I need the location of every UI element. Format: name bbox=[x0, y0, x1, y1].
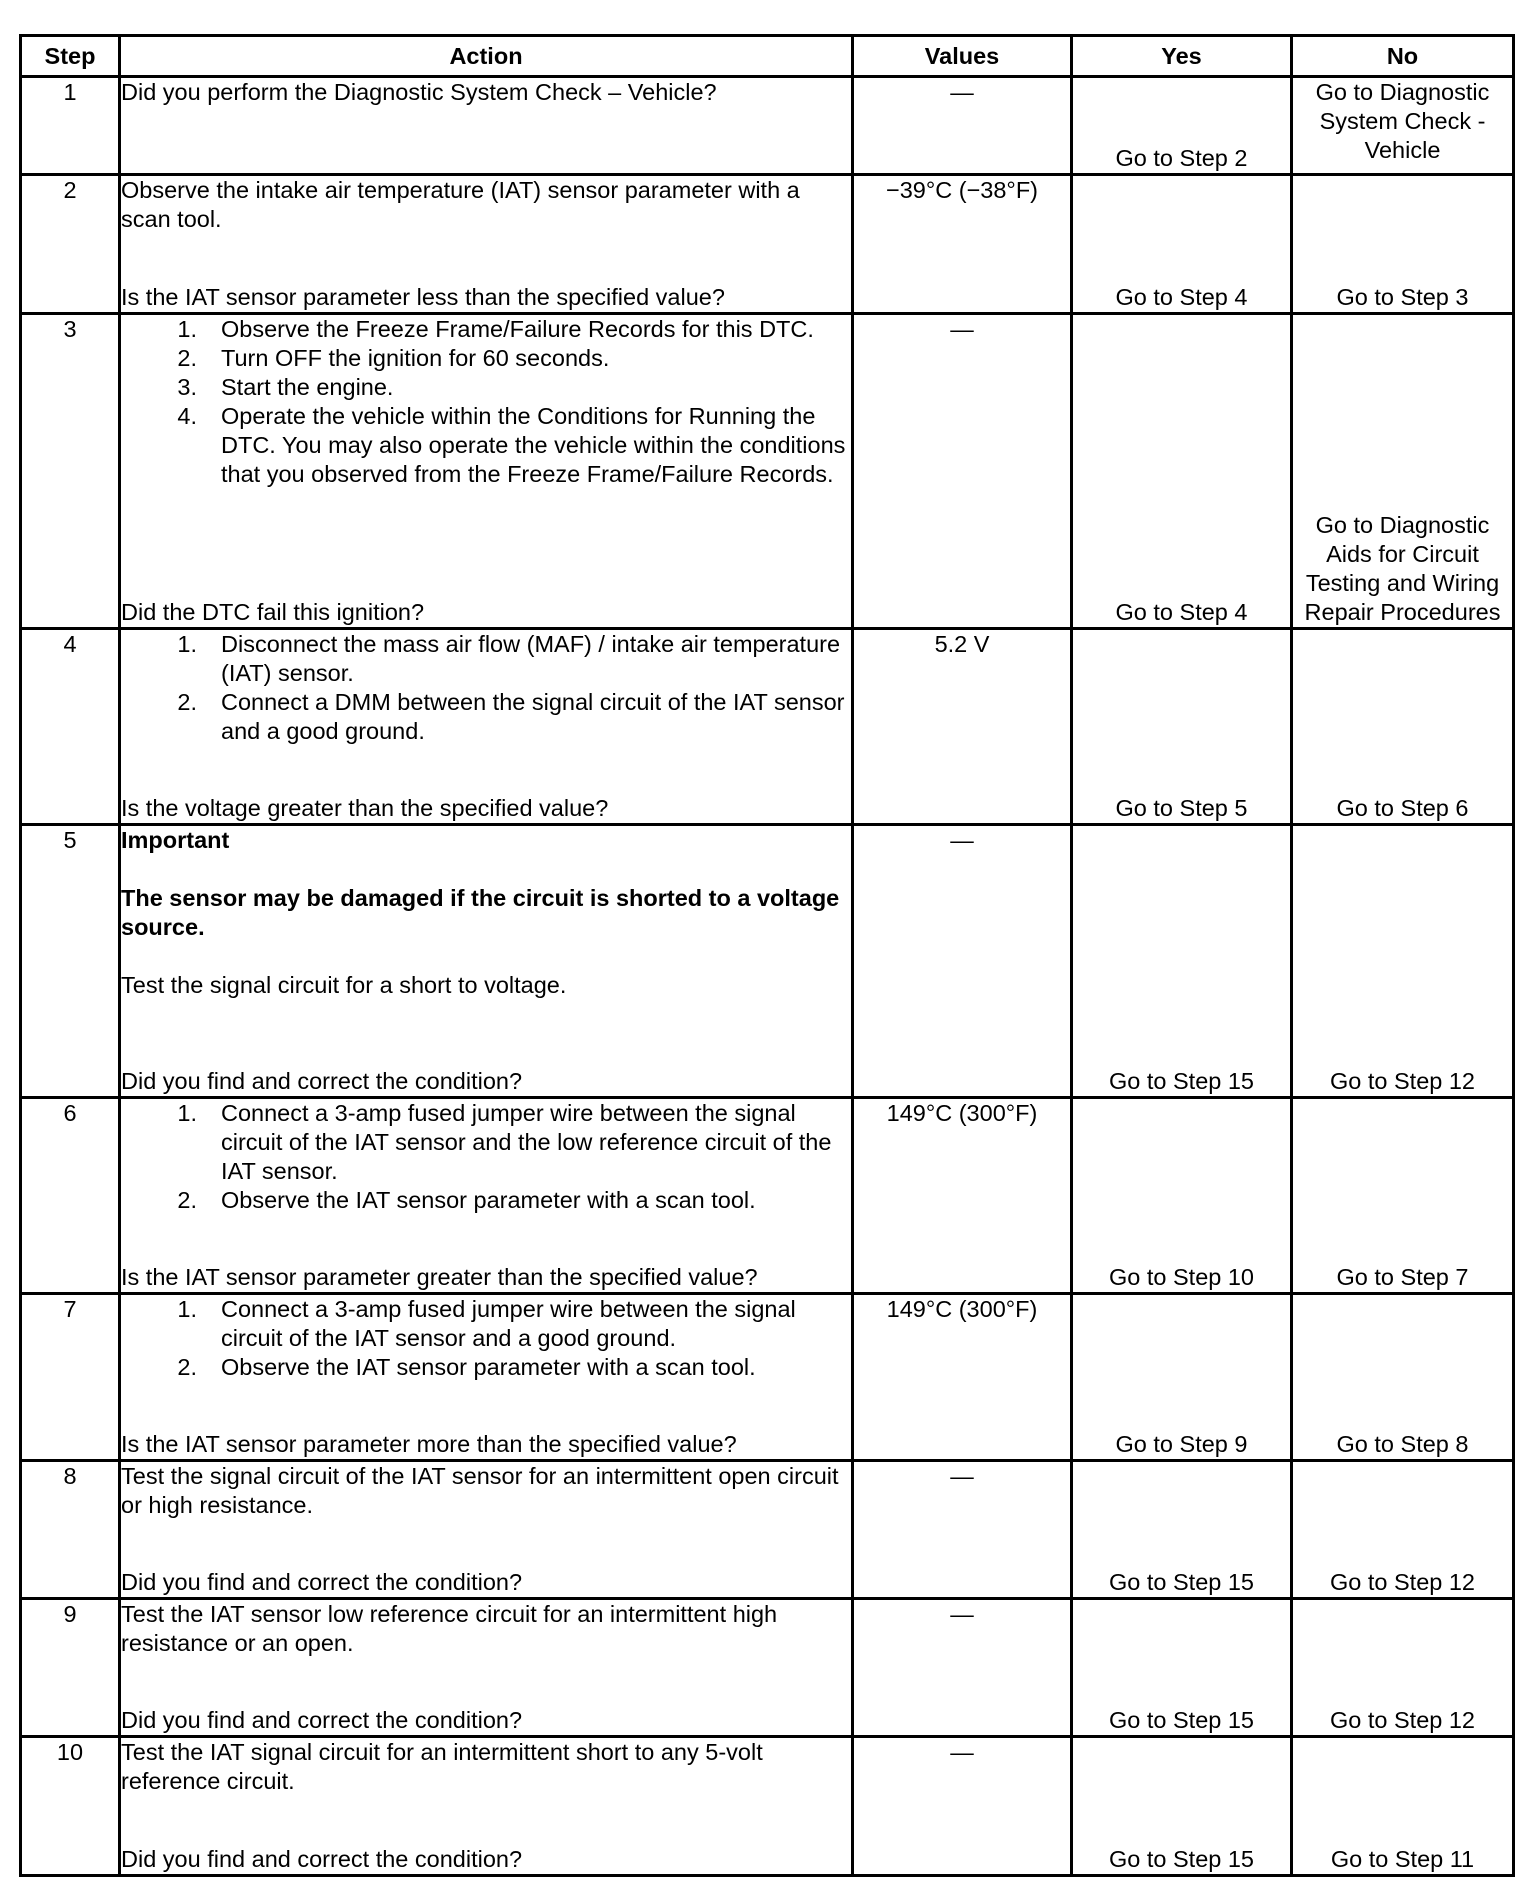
table-row bbox=[21, 1599, 1514, 1737]
table-row bbox=[21, 314, 1514, 629]
no-cell bbox=[1292, 1461, 1514, 1599]
action-text: Test the IAT signal circuit for an intermittent short to any 5-volt reference circuit. bbox=[121, 1739, 763, 1794]
action-text: Test the signal circuit of the IAT sensor for an intermittent open circuit or high resistance. bbox=[121, 1463, 839, 1518]
action-question: Did you find and correct the condition? bbox=[121, 1068, 523, 1094]
no-text: Go to Step 7 bbox=[1336, 1264, 1469, 1290]
action-question: Did you find and correct the condition? bbox=[121, 1569, 523, 1595]
yes-cell bbox=[1072, 77, 1292, 175]
no-text: Go to Step 6 bbox=[1336, 795, 1469, 821]
yes-text: Go to Step 2 bbox=[1115, 145, 1248, 171]
list-item: 2. Observe the IAT sensor parameter with a scan tool. bbox=[177, 1354, 756, 1380]
value-cell: 149°C (300°F) bbox=[853, 1294, 1072, 1461]
value-cell: — bbox=[853, 1461, 1072, 1599]
action-cell bbox=[120, 77, 853, 175]
value-cell: 149°C (300°F) bbox=[853, 1098, 1072, 1294]
yes-text: Go to Step 15 bbox=[1108, 1846, 1255, 1872]
no-cell bbox=[1292, 1294, 1514, 1461]
action-cell bbox=[120, 825, 853, 1098]
value-cell: — bbox=[853, 77, 1072, 175]
step-number: 2 bbox=[21, 175, 120, 314]
value-cell: — bbox=[853, 1599, 1072, 1737]
action-text: Test the IAT sensor low reference circuit for an intermittent high resistance or an open. bbox=[121, 1601, 778, 1656]
no-cell bbox=[1292, 1599, 1514, 1737]
yes-cell bbox=[1072, 825, 1292, 1098]
value-cell: −39°C (−38°F) bbox=[853, 175, 1072, 314]
action-question: Did you find and correct the condition? bbox=[121, 1846, 523, 1872]
no-cell bbox=[1292, 1098, 1514, 1294]
table-row bbox=[21, 1461, 1514, 1599]
yes-text: Go to Step 15 bbox=[1108, 1068, 1255, 1094]
table-row bbox=[21, 1098, 1514, 1294]
value-cell: — bbox=[853, 314, 1072, 629]
no-text: Go to Step 12 bbox=[1329, 1068, 1476, 1094]
value-cell: 5.2 V bbox=[853, 629, 1072, 825]
yes-text: Go to Step 15 bbox=[1108, 1569, 1255, 1595]
step-number: 1 bbox=[21, 77, 120, 175]
yes-cell bbox=[1072, 1461, 1292, 1599]
yes-text: Go to Step 10 bbox=[1108, 1264, 1255, 1290]
no-text: Go to Diagnostic Aids for Circuit Testing and Wiring Repair Procedures bbox=[1304, 512, 1501, 625]
header-row bbox=[21, 36, 1514, 77]
action-question: Did the DTC fail this ignition? bbox=[121, 599, 425, 625]
step-number: 3 bbox=[21, 314, 120, 629]
list-item: 2. Observe the IAT sensor parameter with a scan tool. bbox=[177, 1187, 756, 1213]
header-no: No bbox=[1292, 36, 1514, 77]
list-item: 1. Observe the Freeze Frame/Failure Records for this DTC. bbox=[177, 316, 814, 342]
action-steps bbox=[121, 1295, 851, 1382]
yes-text: Go to Step 9 bbox=[1115, 1431, 1248, 1457]
yes-cell bbox=[1072, 1098, 1292, 1294]
header-action: Action bbox=[120, 36, 853, 77]
action-cell bbox=[120, 1098, 853, 1294]
action-question: Did you find and correct the condition? bbox=[121, 1707, 523, 1733]
no-text: Go to Step 8 bbox=[1336, 1431, 1469, 1457]
value-cell: — bbox=[853, 1737, 1072, 1876]
step-number: 6 bbox=[21, 1098, 120, 1294]
no-cell bbox=[1292, 77, 1514, 175]
table-row bbox=[21, 175, 1514, 314]
yes-cell bbox=[1072, 314, 1292, 629]
list-item: 1. Connect a 3-amp fused jumper wire between the signal circuit of the IAT sensor and a good ground. bbox=[177, 1296, 796, 1351]
no-cell bbox=[1292, 1737, 1514, 1876]
list-item: 1. Connect a 3-amp fused jumper wire between the signal circuit of the IAT sensor and the low reference circuit of the IAT sensor. bbox=[177, 1100, 832, 1184]
important-label: Important bbox=[121, 827, 230, 853]
yes-cell bbox=[1072, 1599, 1292, 1737]
header-step: Step bbox=[21, 36, 120, 77]
diagnostic-table bbox=[19, 34, 1515, 1877]
step-number: 8 bbox=[21, 1461, 120, 1599]
action-cell bbox=[120, 314, 853, 629]
table-row bbox=[21, 629, 1514, 825]
step-number: 10 bbox=[21, 1737, 120, 1876]
list-item: 1. Disconnect the mass air flow (MAF) / intake air temperature (IAT) sensor. bbox=[177, 631, 841, 686]
header-values: Values bbox=[853, 36, 1072, 77]
list-item: 2. Turn OFF the ignition for 60 seconds. bbox=[177, 345, 610, 371]
no-cell bbox=[1292, 629, 1514, 825]
action-steps bbox=[121, 1099, 851, 1215]
action-steps bbox=[121, 315, 851, 489]
no-text: Go to Step 3 bbox=[1336, 284, 1469, 310]
no-cell bbox=[1292, 175, 1514, 314]
action-question: Is the IAT sensor parameter greater than the specified value? bbox=[121, 1264, 758, 1290]
action-cell bbox=[120, 1599, 853, 1737]
action-steps bbox=[121, 630, 851, 746]
yes-cell bbox=[1072, 1737, 1292, 1876]
no-text: Go to Step 12 bbox=[1329, 1569, 1476, 1595]
list-item: 4. Operate the vehicle within the Conditions for Running the DTC. You may also operate the vehicle within the conditions that you observed from the Freeze Frame/Failure Records. bbox=[177, 403, 846, 487]
list-item: 2. Connect a DMM between the signal circuit of the IAT sensor and a good ground. bbox=[177, 689, 845, 744]
step-number: 7 bbox=[21, 1294, 120, 1461]
list-item: 3. Start the engine. bbox=[177, 374, 394, 400]
yes-text: Go to Step 15 bbox=[1108, 1707, 1255, 1733]
no-cell bbox=[1292, 825, 1514, 1098]
action-question: Is the IAT sensor parameter more than the specified value? bbox=[121, 1431, 737, 1457]
value-cell: — bbox=[853, 825, 1072, 1098]
yes-text: Go to Step 5 bbox=[1115, 795, 1248, 821]
action-text: Observe the intake air temperature (IAT) sensor parameter with a scan tool. bbox=[121, 177, 800, 232]
yes-cell bbox=[1072, 1294, 1292, 1461]
no-cell bbox=[1292, 314, 1514, 629]
yes-cell bbox=[1072, 175, 1292, 314]
action-question: Is the IAT sensor parameter less than the specified value? bbox=[121, 284, 725, 310]
action-cell bbox=[120, 1737, 853, 1876]
table-row bbox=[21, 1294, 1514, 1461]
no-text: Go to Step 11 bbox=[1330, 1846, 1475, 1872]
step-number: 4 bbox=[21, 629, 120, 825]
yes-cell bbox=[1072, 629, 1292, 825]
table-row bbox=[21, 825, 1514, 1098]
action-cell bbox=[120, 1461, 853, 1599]
warning-text: The sensor may be damaged if the circuit is shorted to a voltage source. bbox=[121, 885, 840, 940]
no-text: Go to Step 12 bbox=[1329, 1707, 1476, 1733]
step-number: 5 bbox=[21, 825, 120, 1098]
action-text: Test the signal circuit for a short to voltage. bbox=[121, 972, 567, 998]
action-cell bbox=[120, 175, 853, 314]
header-yes: Yes bbox=[1072, 36, 1292, 77]
no-text: Go to Diagnostic System Check - Vehicle bbox=[1315, 79, 1490, 163]
yes-text: Go to Step 4 bbox=[1115, 599, 1248, 625]
step-number: 9 bbox=[21, 1599, 120, 1737]
action-cell bbox=[120, 1294, 853, 1461]
action-question: Is the voltage greater than the specified value? bbox=[121, 795, 609, 821]
yes-text: Go to Step 4 bbox=[1115, 284, 1248, 310]
action-text: Did you perform the Diagnostic System Check – Vehicle? bbox=[121, 79, 717, 105]
action-cell bbox=[120, 629, 853, 825]
table-row bbox=[21, 1737, 1514, 1876]
table-row bbox=[21, 77, 1514, 175]
